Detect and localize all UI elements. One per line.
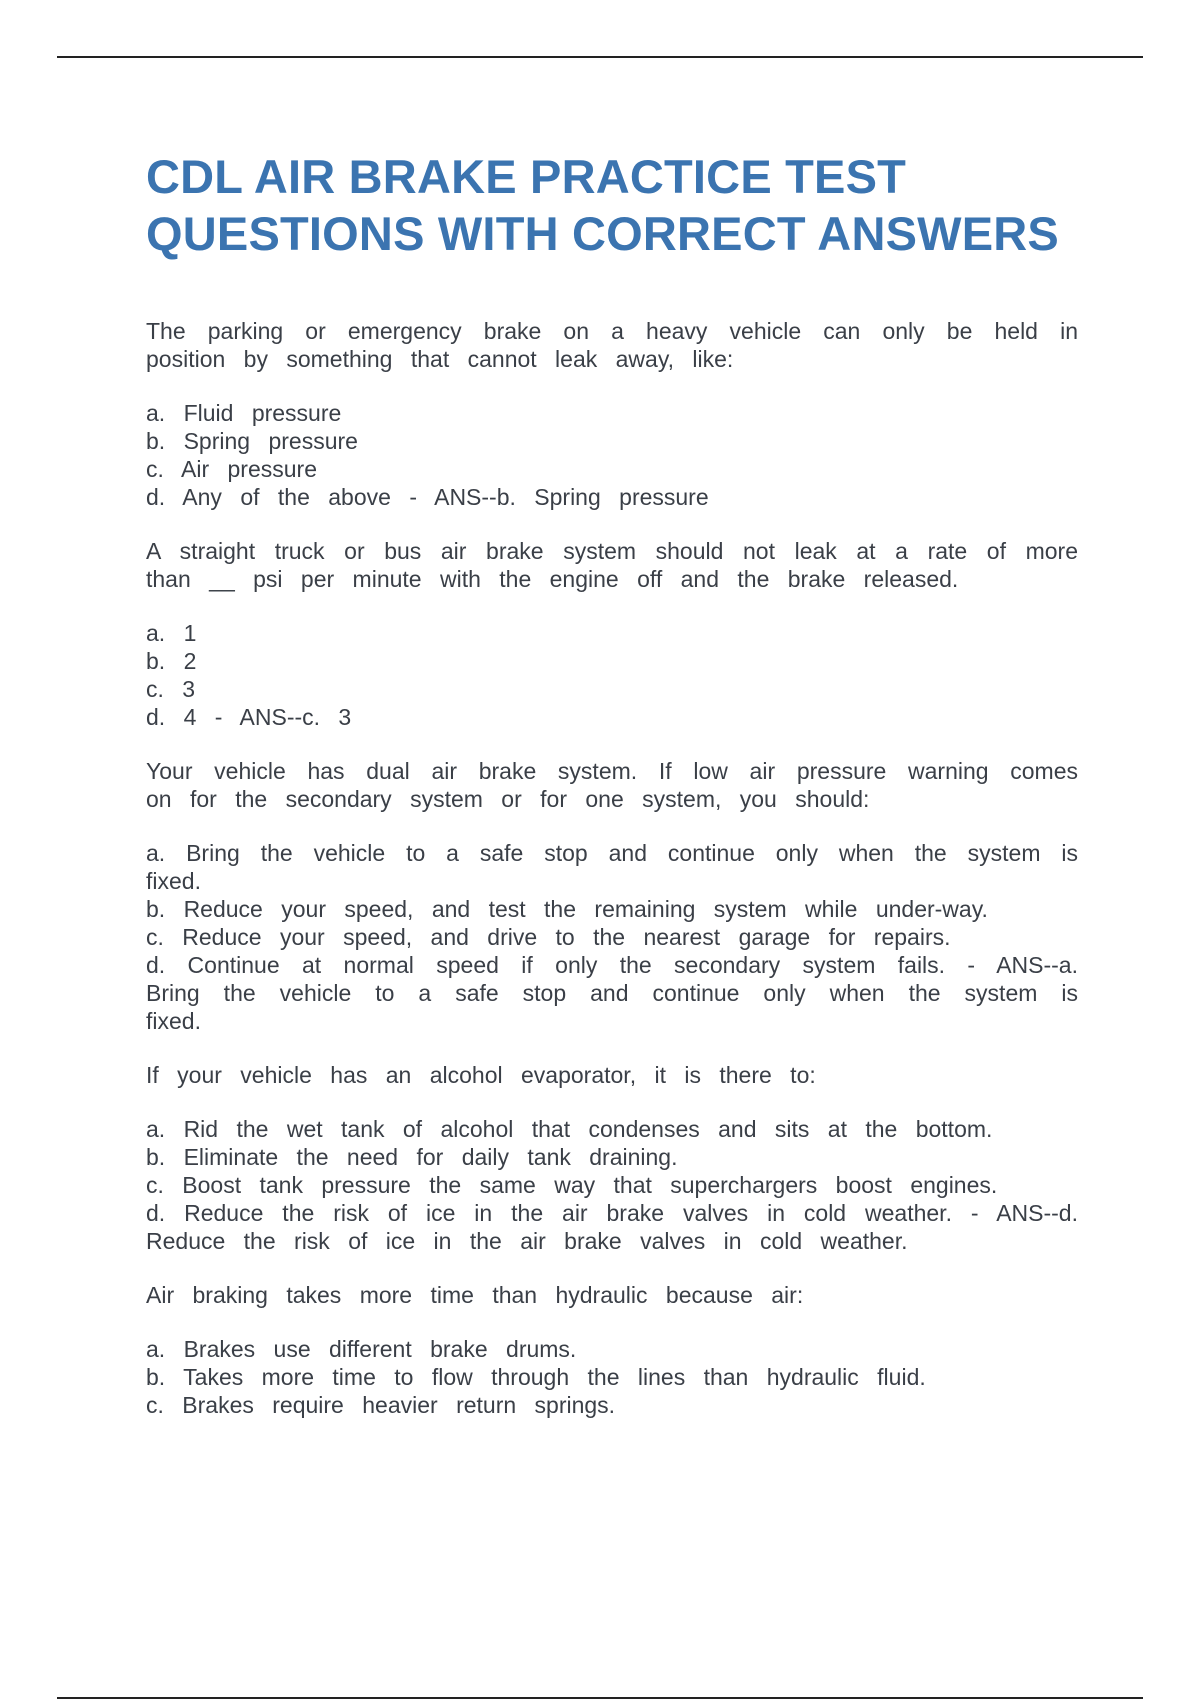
page-title: CDL AIR BRAKE PRACTICE TEST QUESTIONS WITH CORRECT ANSWERS — [146, 150, 1059, 260]
answer-option: b. Reduce your speed, and test the remaining system while under-way. — [146, 896, 988, 922]
document-body — [146, 148, 1078, 1445]
answer-option: d. 4 - ANS--c. 3 — [146, 704, 352, 730]
answer-option: b. Eliminate the need for daily tank draining. — [146, 1144, 678, 1170]
answer-option: b. Takes more time to flow through the lines than hydraulic fluid. — [146, 1364, 926, 1390]
question-stem: A straight truck or bus air brake system should not leak at a rate of more than __ psi per minute with the engine off and the brake released. — [146, 538, 1078, 592]
top-rule — [57, 56, 1143, 58]
answer-option: d. Continue at normal speed if only the secondary system fails. - ANS--a. Bring the vehicle to a safe stop and continue only when the system is fixed. — [146, 952, 1078, 1034]
question-stem: Your vehicle has dual air brake system. If low air pressure warning comes on for the secondary system or for one system, you should: — [146, 758, 1078, 812]
answer-options — [146, 619, 1078, 731]
question-stem: Air braking takes more time than hydraulic because air: — [146, 1282, 804, 1308]
answer-option: c. Boost tank pressure the same way that superchargers boost engines. — [146, 1172, 998, 1198]
answer-options — [146, 399, 1078, 511]
question-stem: If your vehicle has an alcohol evaporator, it is there to: — [146, 1062, 816, 1088]
bottom-rule — [57, 1697, 1143, 1699]
answer-option: b. Spring pressure — [146, 428, 358, 454]
answer-option: c. Reduce your speed, and drive to the nearest garage for repairs. — [146, 924, 951, 950]
question-3 — [146, 757, 1078, 1035]
answer-option: b. 2 — [146, 648, 197, 674]
answer-option: c. Brakes require heavier return springs. — [146, 1392, 616, 1418]
answer-option: c. 3 — [146, 676, 196, 702]
answer-options — [146, 839, 1078, 1035]
question-list — [146, 317, 1078, 1419]
answer-option: a. Rid the wet tank of alcohol that condenses and sits at the bottom. — [146, 1116, 993, 1142]
question-stem: The parking or emergency brake on a heavy vehicle can only be held in position by something that cannot leak away, like: — [146, 318, 1078, 372]
answer-option: d. Any of the above - ANS--b. Spring pressure — [146, 484, 709, 510]
answer-option: c. Air pressure — [146, 456, 317, 482]
question-2 — [146, 537, 1078, 731]
question-4 — [146, 1061, 1078, 1255]
answer-options — [146, 1115, 1078, 1255]
answer-options — [146, 1335, 1078, 1419]
answer-option: a. Brakes use different brake drums. — [146, 1336, 577, 1362]
question-1 — [146, 317, 1078, 511]
question-5 — [146, 1281, 1078, 1419]
answer-option: d. Reduce the risk of ice in the air brake valves in cold weather. - ANS--d. Reduce the risk of ice in the air brake valves in cold weather. — [146, 1200, 1078, 1254]
answer-option: a. 1 — [146, 620, 197, 646]
answer-option: a. Bring the vehicle to a safe stop and continue only when the system is fixed. — [146, 840, 1078, 894]
answer-option: a. Fluid pressure — [146, 400, 342, 426]
